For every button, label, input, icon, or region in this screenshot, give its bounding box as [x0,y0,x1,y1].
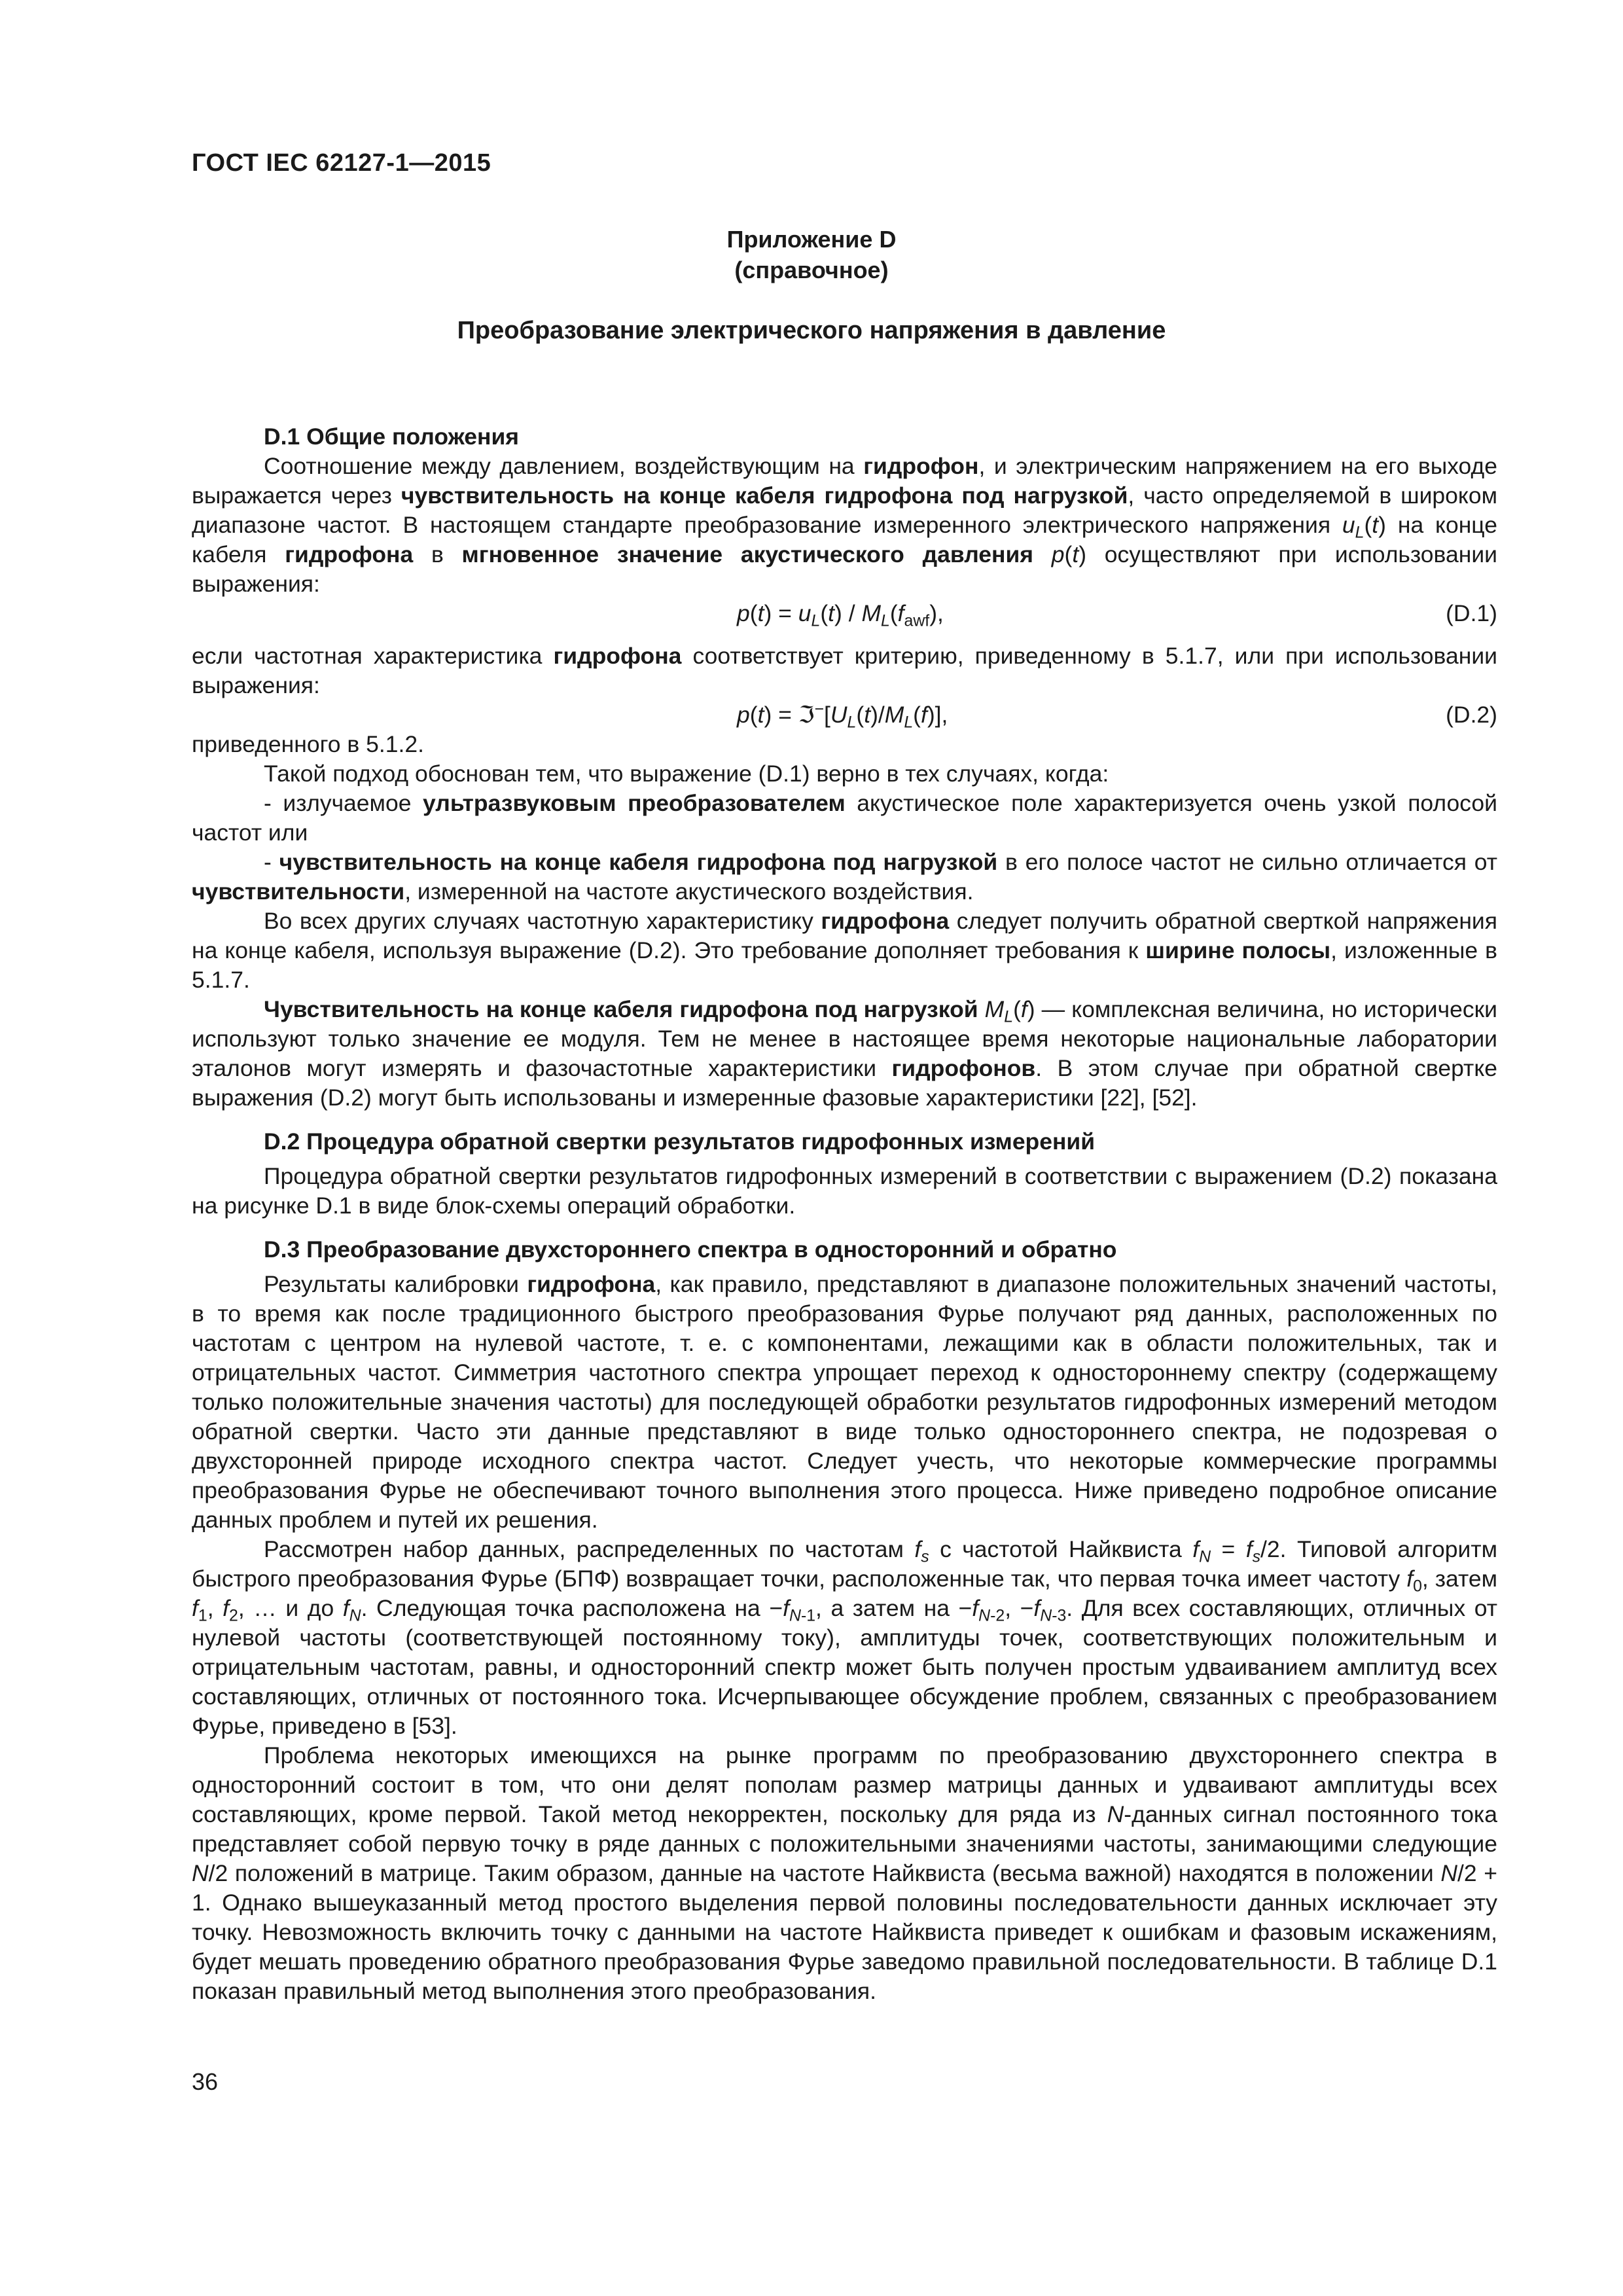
paragraph: Проблема некоторых имеющихся на рынке программ по преобразованию двухстороннего спектра в односторонний состоит в том, что они делят пополам размер матрицы данных и удваивают амплитуды всех составляющих, кроме первой. Такой метод некорректен, поскольку для ряда из N-данных сигнал постоянного тока представляет собой первую точку в ряде данных с положительными значениями частоты, занимающими следующие N/2 положений в матрице. Таким образом, данные на частоте Найквиста (весьма важной) находятся в положении N/2 + 1. Однако вышеуказанный метод простого выделения первой половины последовательности данных исключает эту точку. Невозможность включить точку с данными на частоте Найквиста приведет к ошибкам и фазовым искажениям, будет мешать проведению обратного преобразования Фурье заведомо правильной последовательности. В таблице D.1 показан правильный метод выполнения этого преобразования. [192,1742,1497,2004]
document-body [192,422,1497,2006]
paragraph: Результаты калибровки гидрофона, как правило, представляют в диапазоне положительных значений частоты, в то время как после традиционного быстрого преобразования Фурье получают ряд данных, расположенных по частотам с центром на нулевой частоте, т. е. с компонентами, лежащими как в области положительных, так и отрицательных частот. Симметрия частотного спектра упрощает переход к одностороннему спектру (содержащему только положительные значения частоты) для последующей обработки результатов гидрофонных измерений методом обратной свертки. Часто эти данные представляют в виде только одностороннего спектра, не подозревая о двухсторонней природе исходного спектра частот. Следует учесть, что некоторые коммерческие программы преобразования Фурье не обеспечивают точного выполнения этого процесса. Ниже приведено подробное описание данных проблем и путей их решения. [192,1271,1497,1533]
formula-d2-expression: $p(t) = ℑ^-[U_L(t)/M_L(f)]$, [737,700,948,732]
appendix-title: Приложение D [726,226,897,253]
paragraph: Соотношение между давлением, воздействующим на гидрофон, и электрическим напряжением на его выходе выражается через чувствительность на конце кабеля гидрофона под нагрузкой, часто определяемой в широком диапазоне частот. В настоящем стандарте преобразование измеренного электрического напряжения $u_L(t)$ на конце кабеля гидрофона в мгновенное значение акустического давления p(t) осуществляют при использовании выражения: [192,453,1497,597]
paragraph: Чувствительность на конце кабеля гидрофона под нагрузкой $M_L(f)$ — комплексная величина, но исторически используют только значение ее модуля. Тем не менее в настоящее время некоторые национальные лаборатории эталонов могут измерять и фазочастотные характеристики гидрофонов. В этом случае при обратной свертке выражения (D.2) могут быть использованы и измеренные фазовые характеристики [22], [52]. [192,996,1497,1111]
section-d2-title: D.2 Процедура обратной свертки результатов гидрофонных измерений [264,1128,1096,1155]
appendix-heading: Преобразование электрического напряжения в давление [457,317,1166,344]
appendix-subtitle: (справочное) [734,257,889,283]
paragraph: Во всех других случаях частотную характеристику гидрофона следует получить обратной сверткой напряжения на конце кабеля, используя выражение (D.2). Это требование дополняет требования к ширине полосы, изложенные в 5.1.7. [192,908,1497,993]
formula-d1 [192,599,1497,628]
paragraph: Такой подход обоснован тем, что выражение (D.1) верно в тех случаях, когда: [264,761,1109,787]
formula-d2 [192,700,1497,730]
formula-d1-number: (D.1) [1446,600,1497,626]
section-d1-title: D.1 Общие положения [264,423,519,450]
section-d3-title: D.3 Преобразование двухстороннего спектра в односторонний и обратно [264,1236,1117,1263]
paragraph: если частотная характеристика гидрофона соответствует критерию, приведенному в 5.1.7, или при использовании выражения: [192,643,1497,698]
standard-header: ГОСТ IEC 62127-1—2015 [192,149,491,177]
page-number: 36 [192,2068,219,2095]
paragraph: приведенного в 5.1.2. [192,731,424,757]
formula-d2-number: (D.2) [1446,702,1497,728]
list-item: - излучаемое ультразвуковым преобразователем акустическое поле характеризуется очень узкой полосой частот или [192,790,1497,846]
list-item: - чувствительность на конце кабеля гидрофона под нагрузкой в его полосе частот не сильно отличается от чувствительности, измеренной на частоте акустического воздействия. [192,849,1497,905]
paragraph: Рассмотрен набор данных, распределенных по частотам $f_s$ с частотой Найквиста $f_N = f_s/2$. Типовой алгоритм быстрого преобразования Фурье (БПФ) возвращает точки, расположенные так, что первая точка имеет частоту $f_0$, затем $f_1$, $f_2$, … и до $f_N$. Следующая точка расположена на $-f_{N-1}$, а затем на $-f_{N-2}$, $-f_{N-3}$. Для всех составляющих, отличных от нулевой частоты (соответствующей постоянному току), амплитуды точек, соответствующих положительным и отрицательным частотам, равны, и односторонний спектр может быть получен простым удваиванием амплитуд всех составляющих, отличных от постоянного тока. Исчерпывающее обсуждение проблем, связанных с преобразованием Фурье, приведено в [53]. [192,1536,1497,1739]
formula-d1-expression: $p(t) = u_L(t) / M_L(f_{awf})$, [737,600,944,630]
paragraph: Процедура обратной свертки результатов гидрофонных измерений в соответствии с выражением (D.2) показана на рисунке D.1 в виде блок-схемы операций обработки. [192,1163,1497,1219]
